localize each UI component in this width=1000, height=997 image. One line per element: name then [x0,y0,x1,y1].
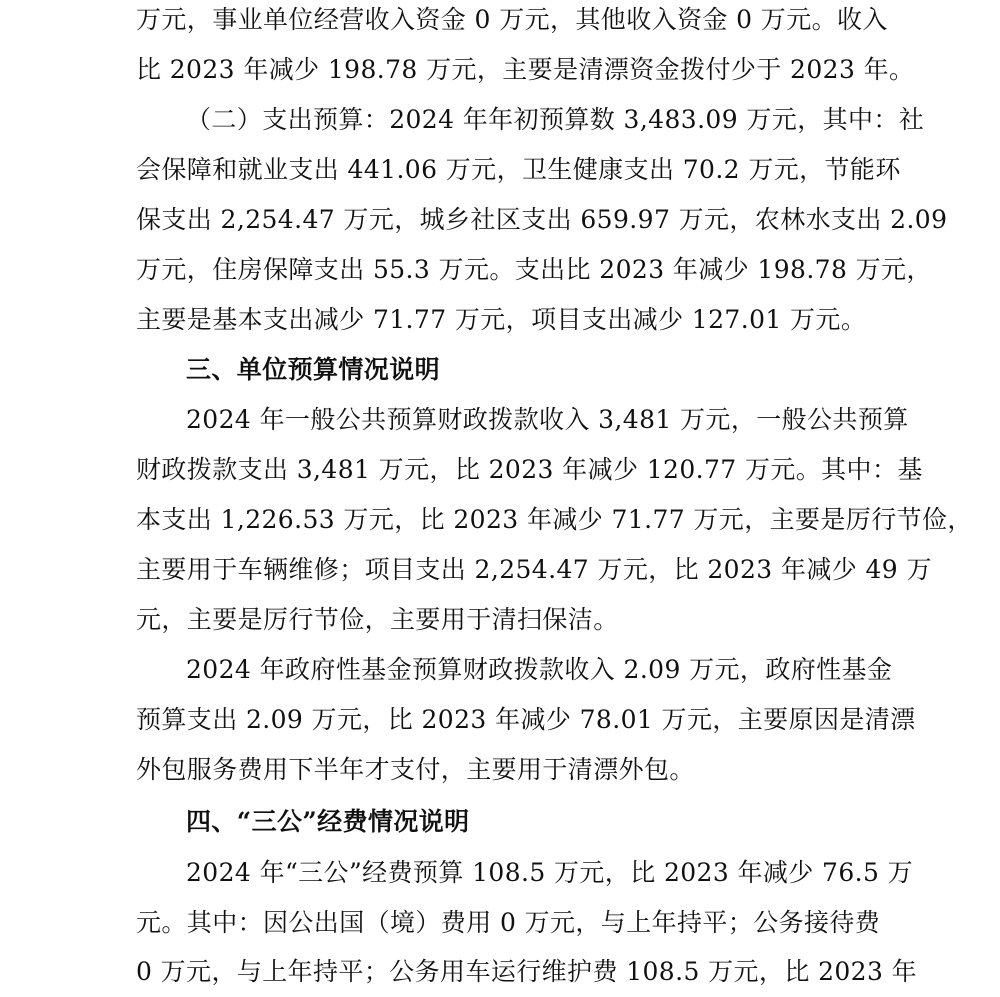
section-heading: 三、单位预算情况说明 [186,355,441,384]
paragraph-first-line: 2024 年一般公共预算财政拨款收入 3,481 万元，一般公共预算 [186,405,909,434]
text-line: 元。其中：因公出国（境）费用 0 万元，与上年持平；公务接待费 [136,908,881,937]
text-line: 元，主要是厉行节俭，主要用于清扫保洁。 [136,605,619,634]
paragraph-first-line: 2024 年“三公”经费预算 108.5 万元，比 2023 年减少 76.5 万 [186,858,914,887]
text-line: 万元，事业单位经营收入资金 0 万元，其他收入资金 0 万元。收入 [136,5,888,34]
text-line: 万元，住房保障支出 55.3 万元。支出比 2023 年减少 198.78 万元， [136,255,932,284]
text-line: 主要用于车辆维修；项目支出 2,254.47 万元，比 2023 年减少 49 万 [136,555,932,584]
section-subheading-line: （二）支出预算：2024 年年初预算数 3,483.09 万元，其中：社 [186,105,925,134]
text-line: 预算支出 2.09 万元，比 2023 年减少 78.01 万元，主要原因是清漂 [136,705,916,734]
section-heading: 四、“三公”经费情况说明 [186,807,470,836]
text-line: 会保障和就业支出 441.06 万元，卫生健康支出 70.2 万元，节能环 [136,155,901,184]
paragraph-first-line: 2024 年政府性基金预算财政拨款收入 2.09 万元，政府性基金 [186,655,893,684]
text-line: 外包服务费用下半年才支付，主要用于清漂外包。 [136,755,695,784]
text-line: 财政拨款支出 3,481 万元，比 2023 年减少 120.77 万元。其中：基 [136,455,923,484]
text-line: 保支出 2,254.47 万元，城乡社区支出 659.97 万元，农林水支出 2.09 [136,205,948,234]
text-line: 0 万元，与上年持平；公务用车运行维护费 108.5 万元，比 2023 年 [136,957,918,986]
text-line: 比 2023 年减少 198.78 万元，主要是清漂资金拨付少于 2023 年。 [136,55,915,84]
text-line: 本支出 1,226.53 万元，比 2023 年减少 71.77 万元，主要是厉行节俭， [136,505,973,534]
text-line: 主要是基本支出减少 71.77 万元，项目支出减少 127.01 万元。 [136,305,867,334]
